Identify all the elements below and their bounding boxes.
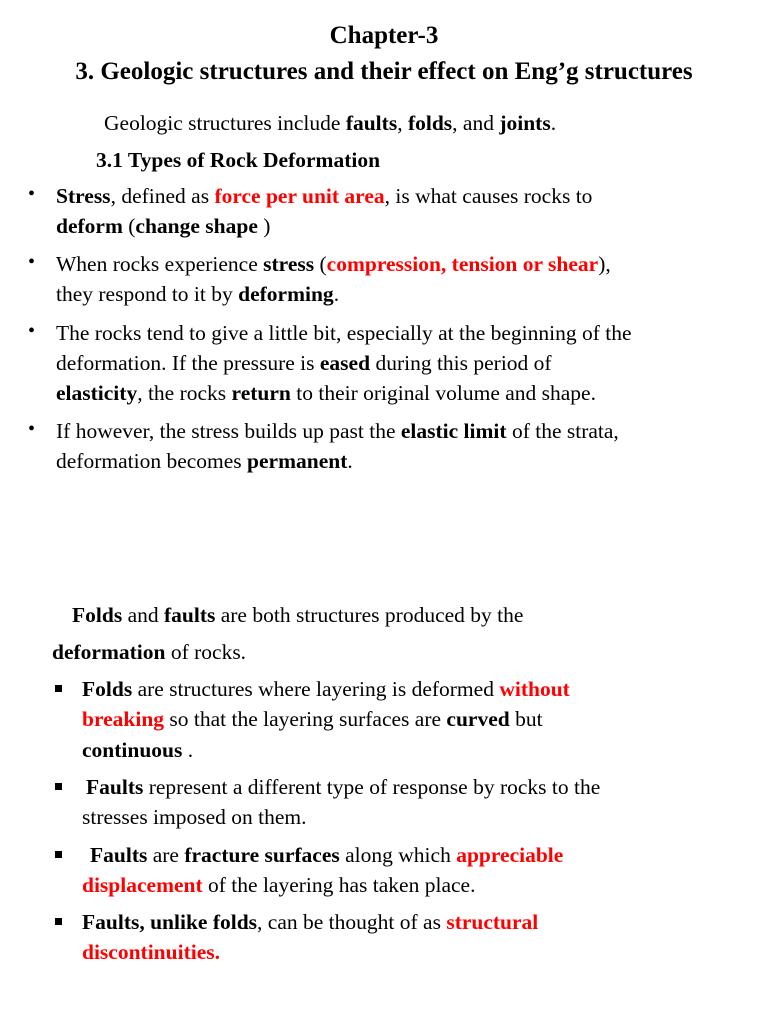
sq-bullet-2-line-2: stresses imposed on them. <box>82 805 307 829</box>
folds-intro-line-1: Folds and faults are both structures produced by the <box>72 603 524 627</box>
bullet-3-line-1: The rocks tend to give a little bit, especially at the beginning of the <box>56 321 632 345</box>
square-bullet <box>55 851 62 858</box>
bullet-1-line-1: Stress, defined as force per unit area, is what causes rocks to <box>56 184 593 208</box>
section-heading: 3.1 Types of Rock Deformation <box>96 148 381 172</box>
sq-bullet-4-line-2: discontinuities. <box>82 940 220 964</box>
sq-bullet-1-line-3: continuous . <box>82 738 194 762</box>
bullet-2-line-2: they respond to it by deforming. <box>56 282 340 306</box>
bullet-marker: • <box>28 320 36 342</box>
page-title: 3. Geologic structures and their effect on Eng’g structures <box>75 58 693 85</box>
bullet-1-line-2: deform (change shape ) <box>56 214 271 238</box>
bullet-4-line-1: If however, the stress builds up past the elastic limit of the strata, <box>56 419 619 443</box>
bullet-marker: • <box>28 183 36 205</box>
folds-intro-line-2: deformation of rocks. <box>52 640 247 664</box>
bullet-3-line-3: elasticity, the rocks return to their original volume and shape. <box>56 381 596 405</box>
bullet-marker: • <box>28 251 36 273</box>
bullet-4-line-2: deformation becomes permanent. <box>56 449 353 473</box>
sq-bullet-1-line-1: Folds are structures where layering is deformed without <box>82 677 570 701</box>
square-bullet <box>55 783 62 790</box>
square-bullet <box>55 918 62 925</box>
sq-bullet-2-line-1: Faults represent a different type of response by rocks to the <box>86 775 601 799</box>
bullet-2-line-1: When rocks experience stress (compression, tension or shear), <box>56 252 611 276</box>
sq-bullet-3-line-2: displacement of the layering has taken place. <box>82 873 476 897</box>
chapter-label: Chapter-3 <box>329 22 439 49</box>
sq-bullet-4-line-1: Faults, unlike folds, can be thought of as structural <box>82 910 539 934</box>
sq-bullet-1-line-2: breaking so that the layering surfaces are curved but <box>82 707 543 731</box>
intro-line: Geologic structures include faults, folds, and joints. <box>104 111 557 135</box>
sq-bullet-3-line-1: Faults are fracture surfaces along which appreciable <box>90 843 564 867</box>
bullet-marker: • <box>28 418 36 440</box>
square-bullet <box>55 685 62 692</box>
bullet-3-line-2: deformation. If the pressure is eased during this period of <box>56 351 552 375</box>
